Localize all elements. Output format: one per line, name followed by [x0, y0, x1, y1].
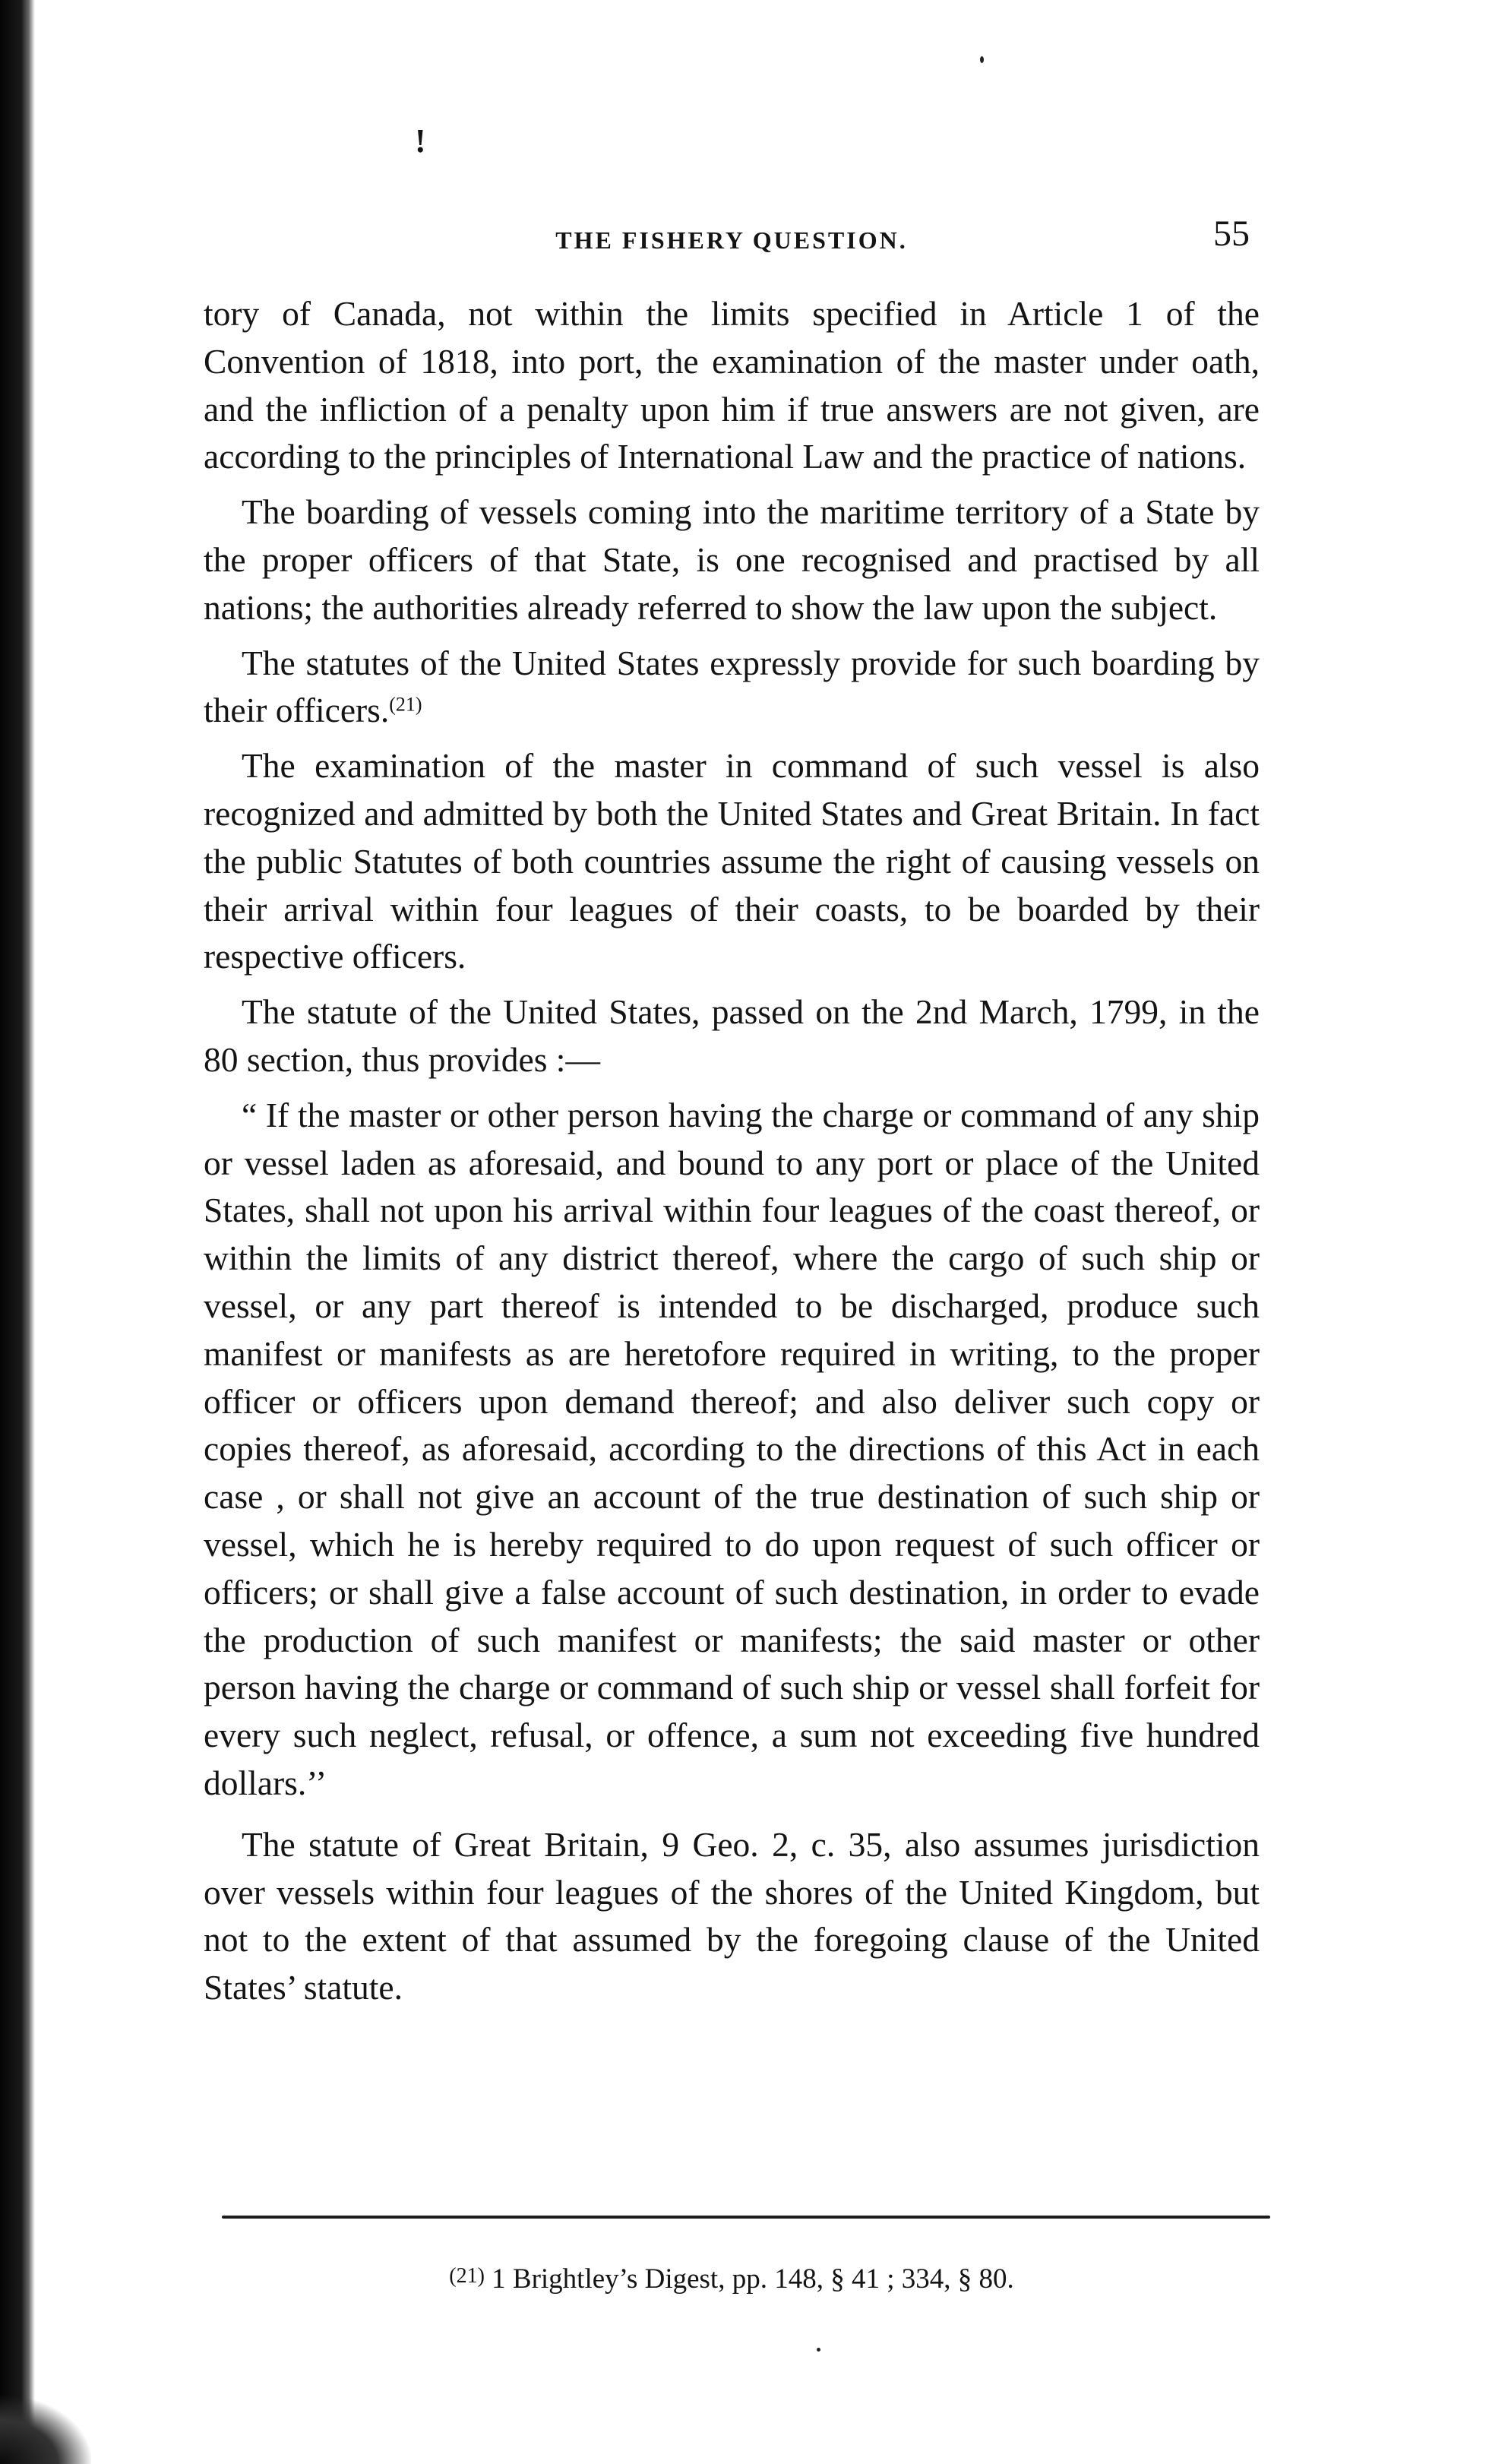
paragraph: The statute of Great Britain, 9 Geo. 2, c. 35, also assumes jurisdiction over vessels within four leagues of the shores of the United Kingdom, but not to the extent of that assumed by the foregoing clause of the United States’ statute. [204, 1824, 1260, 2007]
footnote-reference: (21) [389, 694, 422, 716]
paragraph-with-reference [204, 640, 1260, 735]
paragraph: The statute of the United States, passed on the 2nd March, 1799, in the 80 section, thus provides :— [204, 992, 1260, 1079]
paragraph-text: The statutes of the United States expressly provide for such boarding by their officers. [204, 643, 1260, 730]
page-number: 55 [1213, 214, 1250, 254]
paragraph: The boarding of vessels coming into the maritime territory of a State by the proper officers of that State, is one recognised and practised by all nations; the authorities already referred to show the law upon the subject. [204, 492, 1260, 627]
scan-edge-shadow [0, 0, 35, 2464]
footnote [204, 2263, 1260, 2295]
paragraph-continuation: tory of Canada, not within the limits specified in Article 1 of the Convention of 1818, into port, the examination of the master under oath, and the infliction of a penalty upon him if true answers are not given, are according to the principles of International Law and the practice of nations. [204, 294, 1260, 476]
statute-quotation: “ If the master or other person having the charge or command of any ship or vessel laden as aforesaid, and bound to any port or place of the United States, shall not upon his arrival within four leagues of the coast thereof, or within the limits of any district thereof, where the cargo of such ship or vessel, or any part thereof is intended to be discharged, produce such manifest or manifests as are heretofore required in writing, to the proper officer or officers upon demand thereof; and also deliver such copy or copies thereof, as aforesaid, according to the directions of this Act in each case , or shall not give an account of the true destination of such ship or vessel, which he is hereby required to do upon request of such officer or officers; or shall give a false account of such destination, in order to evade the production of such manifest or manifests; the said master or other person having the charge or command of such ship or vessel shall forfeit for every such neglect, refusal, or offence, a sum not exceeding five hundred dollars.’’ [204, 1095, 1260, 1802]
stray-mark: ! [415, 122, 426, 160]
footnote-marker: (21) [449, 2264, 485, 2288]
scan-corner-shadow [0, 2396, 91, 2464]
footnote-text: 1 Brightley’s Digest, pp. 148, § 41 ; 334, § 80. [492, 2263, 1014, 2295]
footnote-rule [222, 2216, 1270, 2219]
body-text [204, 290, 1260, 2020]
scan-speck [817, 2348, 820, 2352]
running-head: THE FISHERY QUESTION. [555, 226, 908, 254]
page-header [204, 213, 1260, 274]
scan-speck [980, 56, 984, 63]
paragraph: The examination of the master in command of such vessel is also recognized and admitted by both the United States and Great Britain. In fact the public Statutes of both countries assume the right of causing vessels on their arrival within four leagues of their coasts, to be boarded by their respective officers. [204, 746, 1260, 976]
